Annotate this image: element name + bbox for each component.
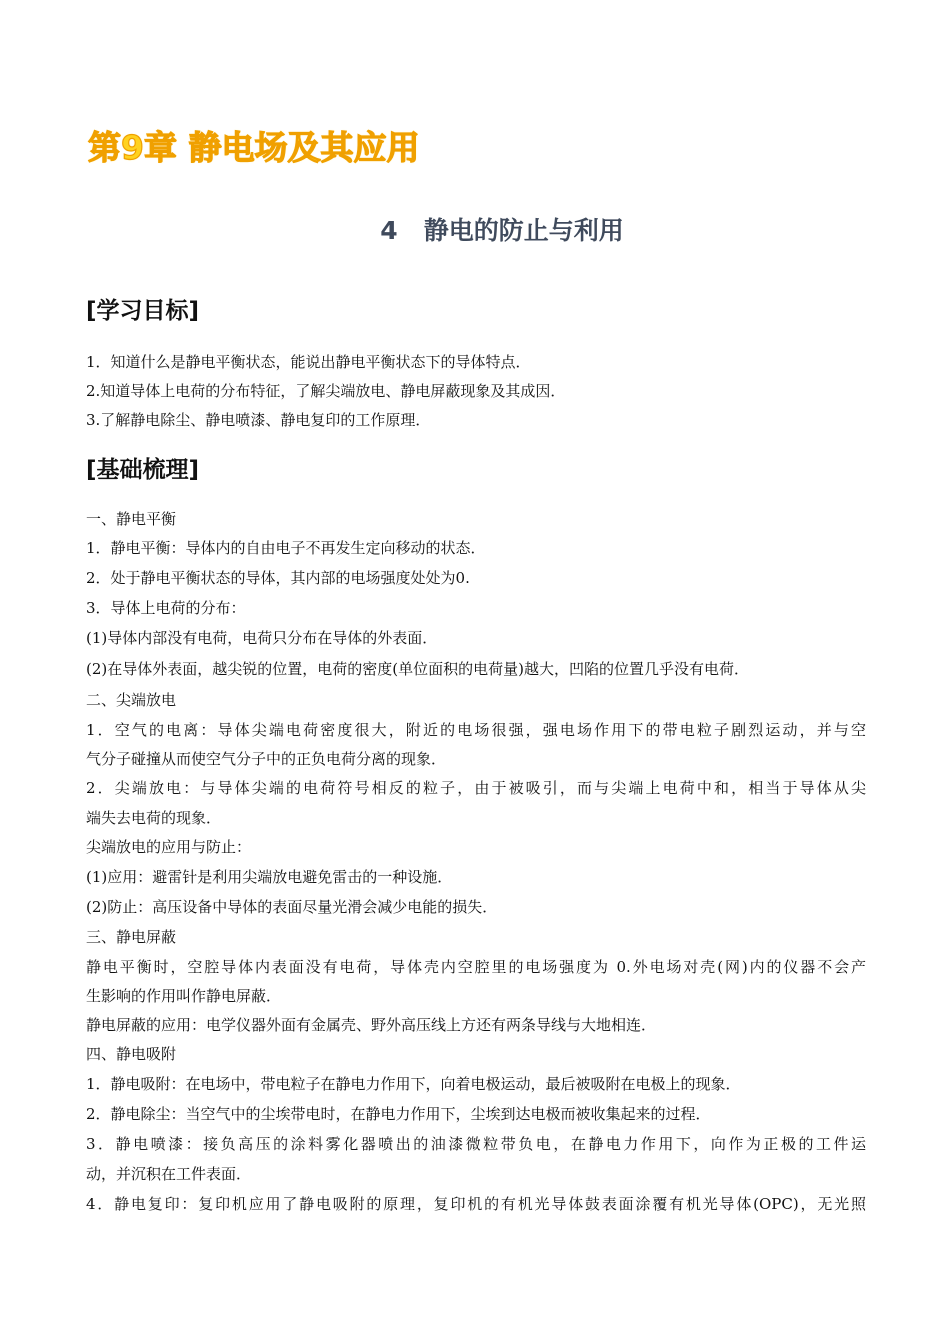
basics-line: 二、尖端放电 (86, 691, 177, 709)
basics-line: 一、静电平衡 (86, 510, 177, 528)
lesson-title-text: 静电的防止与利用 (423, 216, 624, 245)
basics-line: 静电屏蔽的应用：电学仪器外面有金属壳、野外高压线上方还有两条导线与大地相连． (86, 1016, 657, 1034)
basics-line: 2．静电除尘：当空气中的尘埃带电时，在静电力作用下，尘埃到达电极而被收集起来的过程． (86, 1105, 711, 1123)
basics-line: 动，并沉积在工件表面． (86, 1165, 252, 1183)
basics-line: (1)应用：避雷针是利用尖端放电避免雷击的一种设施． (86, 868, 453, 886)
basics-line: 1．空气的电离：导体尖端电荷密度很大，附近的电场很强，强电场作用下的带电粒子剧烈运动，并与空 (86, 721, 866, 739)
lesson-title (0, 210, 950, 252)
objectives-heading: [学习目标] (86, 298, 200, 324)
basics-line: (1)导体内部没有电荷，电荷只分布在导体的外表面． (86, 629, 438, 647)
basics-line: (2)在导体外表面，越尖锐的位置，电荷的密度(单位面积的电荷量)越大，凹陷的位置几乎没有电荷． (86, 660, 749, 678)
chapter-title: 第9章 静电场及其应用 (88, 128, 420, 167)
objective-line: 2.知道导体上电荷的分布特征，了解尖端放电、静电屏蔽现象及其成因． (86, 382, 566, 400)
objective-line: 3.了解静电除尘、静电喷漆、静电复印的工作原理． (86, 411, 431, 429)
basics-line: 端失去电荷的现象． (86, 809, 222, 827)
basics-line: 2．处于静电平衡状态的导体，其内部的电场强度处处为0. (86, 569, 470, 587)
basics-heading: [基础梳理] (86, 457, 200, 483)
basics-line: 1．静电吸附：在电场中，带电粒子在静电力作用下，向着电极运动，最后被吸附在电极上的现象． (86, 1075, 741, 1093)
objective-line: 1．知道什么是静电平衡状态，能说出静电平衡状态下的导体特点． (86, 353, 531, 371)
basics-line: (2)防止：高压设备中导体的表面尽量光滑会减少电能的损失． (86, 898, 498, 916)
basics-line: 2．尖端放电：与导体尖端的电荷符号相反的粒子，由于被吸引，而与尖端上电荷中和，相当于导体从尖 (86, 779, 866, 797)
basics-line: 三、静电屏蔽 (86, 928, 177, 946)
basics-line: 4．静电复印：复印机应用了静电吸附的原理，复印机的有机光导体鼓表面涂覆有机光导体(OPC)，无光照 (86, 1195, 866, 1213)
basics-line: 3．静电喷漆：接负高压的涂料雾化器喷出的油漆微粒带负电，在静电力作用下，向作为正极的工件运 (86, 1135, 866, 1153)
basics-line: 四、静电吸附 (86, 1045, 177, 1063)
basics-line: 静电平衡时，空腔导体内表面没有电荷，导体壳内空腔里的电场强度为 0.外电场对壳(网)内的仪器不会产 (86, 958, 866, 976)
basics-line: 3．导体上电荷的分布： (86, 599, 246, 617)
basics-line: 尖端放电的应用与防止： (86, 838, 252, 856)
lesson-number: 4 (380, 216, 398, 245)
basics-line: 生影响的作用叫作静电屏蔽． (86, 987, 282, 1005)
basics-line: 1．静电平衡：导体内的自由电子不再发生定向移动的状态． (86, 539, 486, 557)
basics-line: 气分子碰撞从而使空气分子中的正负电荷分离的现象． (86, 750, 447, 768)
